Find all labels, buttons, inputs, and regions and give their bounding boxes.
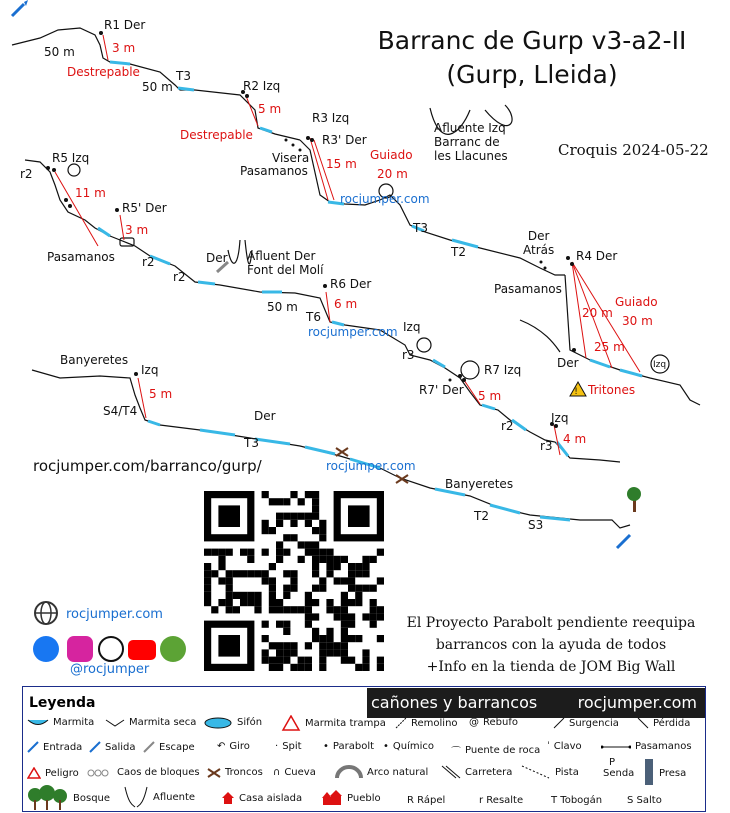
legend-pasamanos: Pasamanos — [601, 741, 692, 752]
label-m20a: 20 m — [377, 167, 408, 181]
label-izq4: Izq — [551, 411, 569, 425]
house-icon — [221, 791, 235, 805]
label-r5p: R5' Der — [122, 201, 167, 215]
label-t3c: T3 — [244, 436, 259, 450]
legend-surgencia: Surgencia — [553, 717, 619, 729]
label-t2b: T2 — [474, 509, 489, 523]
sink-icon — [637, 717, 649, 729]
label-r5: R5 Izq — [52, 151, 90, 165]
legend-marmita: Marmita — [27, 717, 94, 728]
label-s3: S3 — [528, 518, 544, 532]
label-d50c: 50 m — [267, 300, 298, 314]
legend-box — [22, 686, 706, 812]
spit-icon: · — [275, 741, 279, 752]
legend-caos: Caos de bloques — [87, 767, 200, 778]
label-d50b: 50 m — [142, 80, 173, 94]
forest-icon — [27, 785, 69, 811]
legend-sifon: Sifón — [203, 715, 262, 729]
handline-icon — [601, 744, 631, 750]
label-r2c: r2 — [142, 255, 155, 269]
legend-escape: Escape — [143, 741, 195, 753]
legend-arco: Arco natural — [335, 765, 428, 779]
legend-tobogan: T Tobogán — [551, 795, 603, 806]
label-r3b: r3 — [402, 348, 415, 362]
instagram-icon[interactable] — [67, 636, 93, 662]
parabolt-notice — [386, 612, 716, 678]
legend-casa: Casa aislada — [221, 791, 302, 805]
legend-troncos: Troncos — [207, 767, 263, 778]
trap-pool-icon — [281, 715, 301, 731]
tree-icon — [627, 487, 641, 512]
label-der-atras: Der Atrás — [523, 229, 555, 257]
label-m5c: 5 m — [478, 389, 502, 403]
label-afluente-izq: Afluente Izq Barranc de les Llacunes — [434, 121, 508, 163]
label-t3a: T3 — [176, 69, 191, 83]
label-d50a: 50 m — [44, 45, 75, 59]
legend-resalte: r Resalte — [479, 795, 524, 806]
exit-arrow — [617, 535, 630, 548]
escape-icon — [143, 741, 155, 753]
whirlpool-icon — [395, 717, 407, 729]
label-destrepable2: Destrepable — [180, 128, 253, 142]
label-r3: R3 Izq — [312, 111, 350, 125]
label-s4t4: S4/T4 — [103, 404, 138, 418]
social-site[interactable]: rocjumper.com — [66, 607, 163, 622]
title-line-2: (Gurp, Lleida) — [446, 60, 618, 89]
label-visera: Visera — [272, 151, 310, 165]
facebook-icon[interactable] — [33, 636, 59, 662]
legend-salto: S Salto — [627, 795, 662, 806]
label-der1: Der — [206, 251, 228, 265]
label-r2e: r2 — [501, 419, 514, 433]
legend-peligro: Peligro — [27, 767, 79, 779]
label-m25: 25 m — [594, 340, 625, 354]
label-m5b: 5 m — [149, 387, 173, 401]
legend-presa: Presa — [641, 759, 686, 787]
label-tritones: Tritones — [588, 383, 636, 397]
label-m15: 15 m — [326, 157, 357, 171]
label-pasamanos1: Pasamanos — [240, 164, 308, 178]
canyon-url[interactable]: rocjumper.com/barranco/gurp/ — [33, 457, 262, 475]
label-m6: 6 m — [334, 297, 358, 311]
label-destrepable1: Destrepable — [67, 65, 140, 79]
pool-icon — [27, 719, 49, 727]
senda-p: P — [609, 757, 616, 768]
legend-title: Leyenda — [29, 695, 96, 711]
topo-title — [372, 24, 692, 92]
watermark-3: rocjumper.com — [326, 459, 416, 473]
label-r3p: R3' Der — [322, 133, 367, 147]
legend-parabolt: • Parabolt — [323, 741, 375, 752]
label-m30: 30 m — [622, 314, 653, 328]
label-guiado2: Guiado — [615, 295, 658, 309]
label-pasamanos3: Pasamanos — [494, 282, 562, 296]
globe-icon — [33, 600, 59, 626]
piton-icon: ˈ — [547, 741, 550, 752]
natural-arch-icon — [335, 765, 363, 779]
logs-icon — [207, 768, 221, 778]
label-m11: 11 m — [75, 186, 106, 200]
legend-cueva: ∩ Cueva — [273, 767, 316, 778]
spring-icon — [553, 717, 565, 729]
banner-left: cañones y barrancos — [371, 693, 538, 712]
label-m20b: 20 m — [582, 306, 613, 320]
label-izq1: Izq — [403, 320, 421, 334]
label-t2a: T2 — [451, 245, 466, 259]
watermark-1: rocjumper.com — [340, 192, 430, 206]
boulder-chaos-icon — [87, 769, 113, 777]
label-banyeretes1: Banyeretes — [60, 353, 129, 367]
dry-pool-icon — [105, 719, 125, 727]
label-t6: T6 — [306, 310, 321, 324]
legend-puente: ⌒ Puente de roca — [451, 745, 541, 758]
cave-icon: ∩ — [273, 767, 281, 778]
threads-icon[interactable] — [98, 636, 124, 662]
social-handle[interactable]: @rocjumper — [70, 662, 150, 677]
label-r1: R1 Der — [104, 18, 146, 32]
parabolt-line-1: El Proyecto Parabolt pendiente reequipa — [406, 615, 696, 631]
exit-icon — [89, 741, 101, 753]
legend-quimico: • Químico — [383, 741, 435, 752]
label-izq2: Izq — [653, 360, 667, 370]
label-der2: Der — [557, 356, 579, 370]
watermark-2: rocjumper.com — [308, 325, 398, 339]
label-r6: R6 Der — [330, 277, 372, 291]
qr-code[interactable] — [204, 491, 384, 671]
legend-carretera: Carretera — [441, 765, 512, 779]
label-m4: 4 m — [563, 432, 587, 446]
legend-marmita-seca: Marmita seca — [105, 717, 196, 728]
danger-icon — [27, 767, 41, 779]
village-icon — [321, 789, 343, 807]
legend-clavo: ˈ Clavo — [547, 741, 582, 752]
label-t3b: T3 — [413, 221, 428, 235]
rebufo-icon: @ — [469, 717, 479, 728]
label-r2b: r2 — [20, 167, 33, 181]
legend-afluente: Afluente — [123, 785, 195, 809]
label-r4: R4 Der — [576, 249, 618, 263]
legend-rebufo: @ Rebufo — [469, 717, 518, 728]
parabolt-icon: • — [323, 741, 329, 752]
legend-entrada: Entrada — [27, 741, 82, 753]
track-icon — [521, 765, 551, 779]
tributary-icon — [123, 785, 149, 809]
legend-marmita-trampa: Marmita trampa — [281, 715, 386, 731]
road-icon — [441, 765, 461, 779]
title-line-1: Barranc de Gurp v3-a2-II — [377, 26, 687, 55]
legend-spit: · Spit — [275, 741, 302, 752]
label-banyeretes2: Banyeretes — [445, 477, 514, 491]
danger-icon — [570, 382, 586, 397]
legend-perdida: Pérdida — [637, 717, 690, 729]
legend-salida: Salida — [89, 741, 136, 753]
legend-pueblo: Pueblo — [321, 789, 381, 807]
youtube-icon[interactable] — [128, 640, 156, 660]
legend-remolino: Remolino — [395, 717, 458, 729]
label-afluente-der: Afluent Der Font del Molí — [247, 249, 324, 277]
legend-giro: ↶ Giro — [217, 741, 250, 752]
label-m3b: 3 m — [125, 223, 149, 237]
croquis-date: Croquis 2024-05-22 — [558, 141, 709, 159]
label-r7p: R7' Der — [419, 383, 464, 397]
banner-right: rocjumper.com — [577, 693, 697, 712]
parabolt-line-3: +Info en la tienda de JOM Big Wall — [426, 659, 676, 675]
legend-bosque: Bosque — [27, 785, 110, 811]
wikiloc-icon[interactable] — [160, 636, 186, 662]
label-r2: R2 Izq — [243, 79, 281, 93]
label-r2d: r2 — [173, 270, 186, 284]
svg-text:!: ! — [574, 387, 578, 397]
dam-icon — [641, 759, 655, 787]
legend-pista: Pista — [521, 765, 579, 779]
legend-senda: P Senda — [603, 757, 635, 779]
legend-banner — [367, 688, 705, 718]
label-m5a: 5 m — [258, 102, 282, 116]
label-r7: R7 Izq — [484, 363, 522, 377]
rock-bridge-icon: ⌒ — [451, 747, 461, 758]
legend-rapel: R Rápel — [407, 795, 446, 806]
label-guiado1: Guiado — [370, 148, 413, 162]
chemical-icon: • — [383, 741, 389, 752]
label-pasamanos2: Pasamanos — [47, 250, 115, 264]
label-r3c: r3 — [540, 439, 553, 453]
turn-icon: ↶ — [217, 741, 226, 752]
parabolt-line-2: barrancos con la ayuda de todos — [435, 637, 667, 653]
entrance-icon — [27, 741, 39, 753]
siphon-icon — [203, 715, 233, 729]
label-m3a: 3 m — [112, 41, 136, 55]
label-der3: Der — [254, 409, 276, 423]
label-izq3: Izq — [141, 363, 159, 377]
entrance-arrow — [12, 0, 28, 16]
